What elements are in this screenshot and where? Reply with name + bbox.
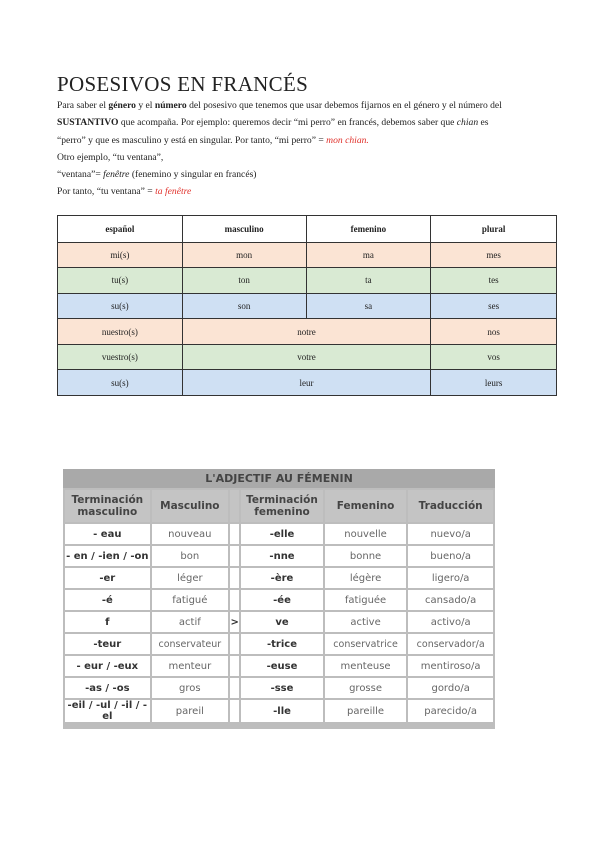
cell-fem: menteuse	[325, 656, 407, 676]
cell-masc: léger	[152, 568, 228, 588]
cell-term-masc: -as / -os	[65, 678, 150, 698]
cell-masc: bon	[152, 546, 228, 566]
cell-trad: gordo/a	[408, 678, 493, 698]
cell-pl: tes	[431, 268, 557, 294]
cell-es: mi(s)	[58, 242, 183, 268]
header-term-masc: Terminación masculino	[65, 490, 150, 522]
cell-masc: son	[182, 293, 306, 319]
cell-es: tu(s)	[58, 268, 183, 294]
intro-line-2: SUSTANTIVO que acompaña. Por ejemplo: queremos decir “mi perro” en francés, debemos saber que chian es	[57, 117, 489, 129]
table-row	[65, 590, 493, 610]
cell-es: su(s)	[58, 293, 183, 319]
cell-term-masc: -teur	[65, 634, 150, 654]
table-row	[65, 568, 493, 588]
intro-line-1: Para saber el género y el número del posesivo que tenemos que usar debemos fijarnos en el género y el número del	[57, 100, 502, 111]
cell-term-masc: f	[65, 612, 150, 632]
header-masculino: Masculino	[152, 490, 228, 522]
table-row	[58, 242, 557, 268]
page-title: POSESIVOS EN FRANCÉS	[57, 72, 309, 96]
table-row	[58, 268, 557, 294]
header-femenino: femenino	[306, 216, 431, 243]
cell-term-masc: - eur / -eux	[65, 656, 150, 676]
cell-fem: ta	[306, 268, 431, 294]
cell-trad: cansado/a	[408, 590, 493, 610]
gap-cell	[230, 656, 239, 676]
cell-trad: nuevo/a	[408, 524, 493, 544]
cell-term-fem: -lle	[241, 700, 323, 722]
table-row	[65, 678, 493, 698]
cell-term-fem: -ère	[241, 568, 323, 588]
cell-fem: bonne	[325, 546, 407, 566]
cell-pl: ses	[431, 293, 557, 319]
cell-masc: mon	[182, 242, 306, 268]
cell-trad: conservador/a	[408, 634, 493, 654]
intro-text	[57, 97, 557, 201]
table-row	[58, 344, 557, 370]
table-row	[58, 319, 557, 345]
adjective-grid	[63, 488, 495, 724]
cell-masc: menteur	[152, 656, 228, 676]
header-espanol: español	[58, 216, 183, 243]
cell-fem: conservatrice	[325, 634, 407, 654]
header-gap	[230, 490, 239, 522]
intro-line-3: “perro” y que es masculino y está en singular. Por tanto, “mi perro” = mon chian.	[57, 134, 369, 146]
cell-term-fem: -euse	[241, 656, 323, 676]
adjective-table-title: L'ADJECTIF AU FÉMENIN	[63, 469, 495, 488]
cell-trad: activo/a	[408, 612, 493, 632]
cell-trad: bueno/a	[408, 546, 493, 566]
cell-term-fem: -nne	[241, 546, 323, 566]
header-term-fem: Terminación femenino	[241, 490, 323, 522]
table-row	[58, 293, 557, 319]
cell-fem: active	[325, 612, 407, 632]
gap-cell	[230, 568, 239, 588]
cell-term-masc: - en / -ien / -on	[65, 546, 150, 566]
cell-fem: grosse	[325, 678, 407, 698]
cell-masc: pareil	[152, 700, 228, 722]
gap-cell	[230, 700, 239, 722]
table-row	[65, 524, 493, 544]
table-row	[58, 370, 557, 396]
cell-term-fem: -elle	[241, 524, 323, 544]
header-femenino: Femenino	[325, 490, 407, 522]
cell-pl: leurs	[431, 370, 557, 396]
intro-line-6: Por tanto, “tu ventana” = ta fenêtre	[57, 186, 192, 198]
cell-fem: pareille	[325, 700, 407, 722]
cell-fem: légère	[325, 568, 407, 588]
cell-term-masc: - eau	[65, 524, 150, 544]
cell-fem: nouvelle	[325, 524, 407, 544]
header-traduccion: Traducción	[408, 490, 493, 522]
cell-masc: fatigué	[152, 590, 228, 610]
cell-fem: fatiguée	[325, 590, 407, 610]
table-row	[65, 634, 493, 654]
header-masculino: masculino	[182, 216, 306, 243]
cell-es: su(s)	[58, 370, 183, 396]
gap-cell	[230, 634, 239, 654]
possessives-header-row	[58, 216, 557, 243]
table-row	[65, 612, 493, 632]
possessives-table	[57, 215, 557, 396]
cell-sing: leur	[182, 370, 431, 396]
cell-term-masc: -é	[65, 590, 150, 610]
cell-masc: nouveau	[152, 524, 228, 544]
cell-term-fem: -ée	[241, 590, 323, 610]
table-row	[65, 700, 493, 722]
cell-pl: mes	[431, 242, 557, 268]
cell-pl: nos	[431, 319, 557, 345]
gap-cell	[230, 546, 239, 566]
intro-line-5: “ventana”= fenêtre (fenemino y singular en francés)	[57, 169, 257, 181]
header-plural: plural	[431, 216, 557, 243]
cell-term-masc: -er	[65, 568, 150, 588]
cell-masc: conservateur	[152, 634, 228, 654]
table-row	[65, 546, 493, 566]
adjective-header-row	[65, 490, 493, 522]
cell-sing: notre	[182, 319, 431, 345]
cell-pl: vos	[431, 344, 557, 370]
intro-line-4: Otro ejemplo, “tu ventana”,	[57, 151, 164, 163]
table-row	[65, 656, 493, 676]
cell-term-fem: -sse	[241, 678, 323, 698]
gap-cell	[230, 590, 239, 610]
cell-fem: ma	[306, 242, 431, 268]
cell-term-masc: -eil / -ul / -il / -el	[65, 700, 150, 722]
cell-term-fem: ve	[241, 612, 323, 632]
feminine-adjective-table	[63, 469, 495, 729]
cell-sing: votre	[182, 344, 431, 370]
cell-fem: sa	[306, 293, 431, 319]
arrow-icon: >	[230, 612, 239, 632]
cell-masc: actif	[152, 612, 228, 632]
cell-masc: gros	[152, 678, 228, 698]
cell-term-fem: -trice	[241, 634, 323, 654]
cell-trad: parecido/a	[408, 700, 493, 722]
gap-cell	[230, 524, 239, 544]
cell-masc: ton	[182, 268, 306, 294]
cell-trad: mentiroso/a	[408, 656, 493, 676]
cell-es: nuestro(s)	[58, 319, 183, 345]
gap-cell	[230, 678, 239, 698]
cell-trad: ligero/a	[408, 568, 493, 588]
cell-es: vuestro(s)	[58, 344, 183, 370]
